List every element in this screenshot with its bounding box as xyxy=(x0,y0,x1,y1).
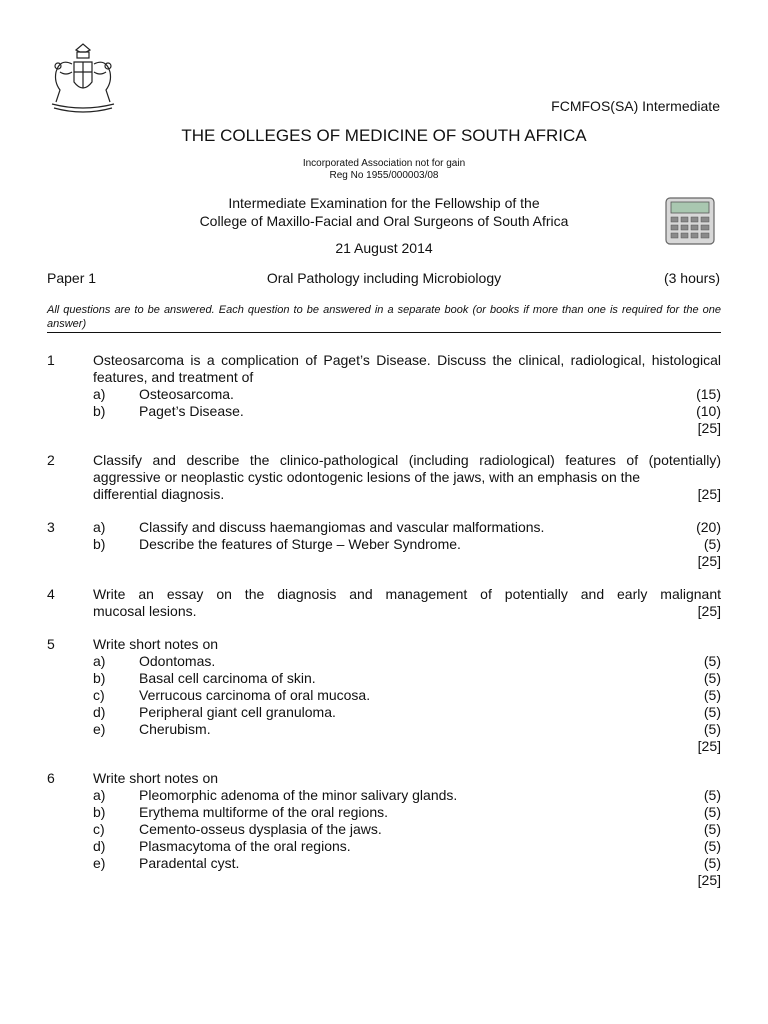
question-4 xyxy=(47,586,721,620)
sub-label: b) xyxy=(93,804,106,820)
sub-question xyxy=(93,687,721,704)
sub-question xyxy=(93,536,721,553)
question-total: [25] xyxy=(697,738,721,754)
question-last-line xyxy=(93,603,721,620)
question-3 xyxy=(47,519,721,570)
question-6 xyxy=(47,770,721,889)
question-number: 6 xyxy=(47,770,55,786)
question-text-end: differential diagnosis. xyxy=(93,486,225,502)
sub-text: Paradental cyst. xyxy=(139,855,240,871)
paper-duration: (3 hours) xyxy=(663,270,720,286)
question-number: 4 xyxy=(47,586,55,602)
sub-text: Pleomorphic adenoma of the minor salivary glands. xyxy=(139,787,458,803)
question-1 xyxy=(47,352,721,437)
question-total: [25] xyxy=(697,603,721,619)
question-number: 5 xyxy=(47,636,55,652)
sub-marks: (10) xyxy=(696,403,721,419)
exam-code: FCMFOS(SA) Intermediate xyxy=(551,98,720,114)
exam-title xyxy=(0,194,768,230)
sub-marks: (5) xyxy=(703,704,721,720)
sub-label: b) xyxy=(93,670,106,686)
coat-of-arms-icon xyxy=(46,42,120,114)
question-total: [25] xyxy=(697,420,721,436)
sub-label: b) xyxy=(93,403,106,419)
sub-question xyxy=(93,721,721,738)
sub-label: e) xyxy=(93,855,106,871)
sub-question xyxy=(93,838,721,855)
sub-question xyxy=(93,704,721,721)
sub-marks: (5) xyxy=(703,838,721,854)
sub-text: Verrucous carcinoma of oral mucosa. xyxy=(139,687,371,703)
sub-text: Cherubism. xyxy=(139,721,211,737)
question-total: [25] xyxy=(697,486,721,502)
sub-label: a) xyxy=(93,787,106,803)
question-5 xyxy=(47,636,721,755)
incorporation-info xyxy=(0,158,768,182)
sub-text: Paget’s Disease. xyxy=(139,403,244,419)
reg-number: Reg No 1955/000003/08 xyxy=(329,170,439,181)
sub-question xyxy=(93,670,721,687)
sub-text: Cemento-osseus dysplasia of the jaws. xyxy=(139,821,382,837)
question-total: [25] xyxy=(697,872,721,888)
sub-label: d) xyxy=(93,838,106,854)
question-number: 1 xyxy=(47,352,55,368)
question-last-line xyxy=(93,486,721,503)
paper-number: Paper 1 xyxy=(47,270,97,286)
sub-marks: (5) xyxy=(703,653,721,669)
sub-label: a) xyxy=(93,653,106,669)
sub-text: Erythema multiforme of the oral regions. xyxy=(139,804,388,820)
college-title: THE COLLEGES OF MEDICINE OF SOUTH AFRICA xyxy=(181,126,587,145)
sub-label: b) xyxy=(93,536,106,552)
instructions: All questions are to be answered. Each question to be answered in a separate book (or books if more than one is required for the one answer) xyxy=(47,304,721,330)
sub-question xyxy=(93,855,721,872)
sub-label: e) xyxy=(93,721,106,737)
question-number: 2 xyxy=(47,452,55,468)
paper-subject: Oral Pathology including Microbiology xyxy=(266,270,502,286)
sub-text: Classify and discuss haemangiomas and vascular malformations. xyxy=(139,519,545,535)
sub-marks: (5) xyxy=(703,687,721,703)
sub-marks: (20) xyxy=(696,519,721,535)
question-text-end: mucosal lesions. xyxy=(93,603,197,619)
sub-marks: (5) xyxy=(703,855,721,871)
question-text: Write short notes on xyxy=(93,636,219,652)
sub-text: Odontomas. xyxy=(139,653,216,669)
question-total: [25] xyxy=(697,553,721,569)
sub-label: c) xyxy=(93,687,105,703)
sub-marks: (5) xyxy=(703,804,721,820)
sub-text: Basal cell carcinoma of skin. xyxy=(139,670,316,686)
question-number: 3 xyxy=(47,519,55,535)
sub-marks: (5) xyxy=(703,536,721,552)
sub-question xyxy=(93,787,721,804)
exam-title-line1: Intermediate Examination for the Fellowship of the xyxy=(228,195,540,211)
sub-label: c) xyxy=(93,821,105,837)
sub-label: a) xyxy=(93,519,106,535)
question-text: Write an essay on the diagnosis and management of potentially and early malignant xyxy=(93,586,721,602)
sub-question xyxy=(93,804,721,821)
sub-question xyxy=(93,519,721,536)
incorporated-text: Incorporated Association not for gain xyxy=(302,158,466,169)
sub-question xyxy=(93,821,721,838)
sub-question xyxy=(93,403,721,420)
sub-label: d) xyxy=(93,704,106,720)
sub-label: a) xyxy=(93,386,106,402)
exam-date: 21 August 2014 xyxy=(335,240,433,256)
sub-marks: (5) xyxy=(703,821,721,837)
question-2 xyxy=(47,452,721,503)
sub-text: Osteosarcoma. xyxy=(139,386,234,402)
sub-question xyxy=(93,386,721,403)
sub-question xyxy=(93,653,721,670)
sub-marks: (5) xyxy=(703,721,721,737)
question-text: Classify and describe the clinico-pathological (including radiological) features of (potentially) aggressive or neoplastic cystic odontogenic lesions of the jaws, with an emphasis on the xyxy=(93,452,721,485)
sub-text: Plasmacytoma of the oral regions. xyxy=(139,838,351,854)
sub-marks: (5) xyxy=(703,787,721,803)
question-text: Write short notes on xyxy=(93,770,219,786)
calculator-icon xyxy=(664,196,716,246)
sub-marks: (5) xyxy=(703,670,721,686)
exam-title-line2: College of Maxillo-Facial and Oral Surgeons of South Africa xyxy=(199,213,569,229)
sub-text: Describe the features of Sturge – Weber Syndrome. xyxy=(139,536,461,552)
sub-text: Peripheral giant cell granuloma. xyxy=(139,704,336,720)
question-text: Osteosarcoma is a complication of Paget’s Disease. Discuss the clinical, radiological, histological features, and treatment of xyxy=(93,352,721,385)
sub-marks: (15) xyxy=(696,386,721,402)
header-divider xyxy=(47,332,721,333)
